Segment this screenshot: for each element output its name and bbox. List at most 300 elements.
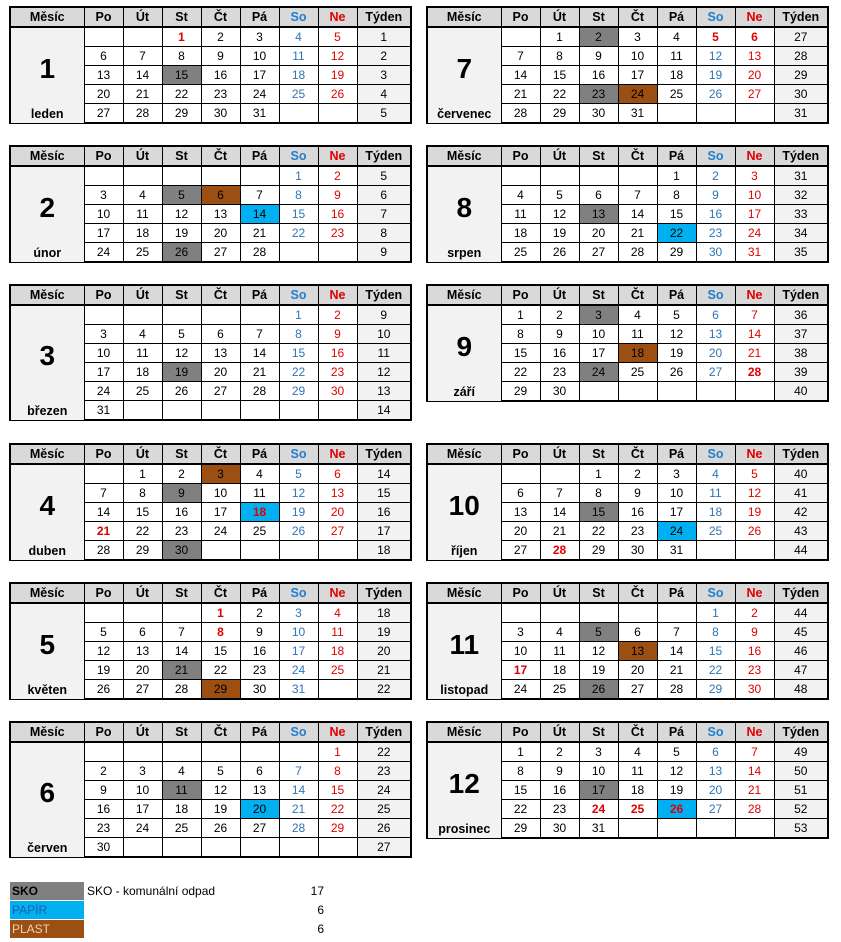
header-cell: Pá xyxy=(240,285,279,305)
day-cell: 12 xyxy=(162,205,201,224)
day-cell: 21 xyxy=(162,661,201,680)
day-cell: 30 xyxy=(579,104,618,124)
day-cell: 12 xyxy=(657,325,696,344)
day-cell: 13 xyxy=(618,642,657,661)
week-number: 52 xyxy=(774,800,828,819)
header-cell: Pá xyxy=(240,146,279,166)
month-name: únor xyxy=(33,245,62,260)
day-cell: 13 xyxy=(696,762,735,781)
day-cell: 6 xyxy=(579,186,618,205)
month-number: 11 xyxy=(449,629,480,660)
header-cell: Týden xyxy=(357,7,411,27)
header-cell: Ne xyxy=(735,722,774,742)
month-number: 4 xyxy=(39,490,56,521)
header-cell: Po xyxy=(84,285,123,305)
header-cell: Ne xyxy=(318,146,357,166)
day-cell: 14 xyxy=(162,642,201,661)
empty-day-cell xyxy=(318,104,357,124)
month-label xyxy=(427,603,501,699)
day-cell: 18 xyxy=(279,66,318,85)
day-cell: 23 xyxy=(318,363,357,382)
day-cell: 1 xyxy=(501,742,540,762)
header-cell: Út xyxy=(123,444,162,464)
day-cell: 29 xyxy=(162,104,201,124)
week-row xyxy=(10,166,411,186)
month-number: 10 xyxy=(448,490,480,521)
day-cell: 20 xyxy=(201,363,240,382)
day-cell: 6 xyxy=(201,325,240,344)
day-cell: 16 xyxy=(540,344,579,363)
week-number: 44 xyxy=(774,541,828,561)
day-cell: 10 xyxy=(123,781,162,800)
empty-day-cell xyxy=(657,104,696,124)
day-cell: 1 xyxy=(579,464,618,484)
day-cell: 25 xyxy=(123,243,162,263)
day-cell: 8 xyxy=(279,325,318,344)
empty-day-cell xyxy=(579,603,618,623)
header-cell: Pá xyxy=(240,7,279,27)
week-number: 12 xyxy=(357,363,411,382)
day-cell: 15 xyxy=(279,344,318,363)
day-cell: 13 xyxy=(201,205,240,224)
day-cell: 3 xyxy=(84,325,123,344)
header-cell: Ne xyxy=(735,444,774,464)
day-cell: 16 xyxy=(696,205,735,224)
empty-day-cell xyxy=(657,603,696,623)
legend-count-sko: 17 xyxy=(310,884,324,898)
day-cell: 3 xyxy=(279,603,318,623)
day-cell: 14 xyxy=(735,762,774,781)
day-cell: 4 xyxy=(240,464,279,484)
day-cell: 21 xyxy=(501,85,540,104)
month-label xyxy=(427,464,501,560)
header-cell: Pá xyxy=(657,583,696,603)
day-cell: 16 xyxy=(240,642,279,661)
day-cell: 28 xyxy=(735,363,774,382)
legend-swatch-sko: SKO xyxy=(10,882,84,900)
header-cell: So xyxy=(696,722,735,742)
month-number: 2 xyxy=(39,192,56,223)
week-row xyxy=(427,603,828,623)
empty-day-cell xyxy=(84,27,123,47)
legend-desc-sko: SKO - komunální odpad xyxy=(87,884,216,898)
header-cell: Měsíc xyxy=(427,444,501,464)
day-cell: 10 xyxy=(501,642,540,661)
day-cell: 23 xyxy=(618,522,657,541)
week-number: 25 xyxy=(357,800,411,819)
day-cell: 14 xyxy=(123,66,162,85)
day-cell: 25 xyxy=(696,522,735,541)
day-cell: 14 xyxy=(618,205,657,224)
week-number: 43 xyxy=(774,522,828,541)
day-cell: 23 xyxy=(540,363,579,382)
day-cell: 9 xyxy=(84,781,123,800)
empty-day-cell xyxy=(501,166,540,186)
day-cell: 30 xyxy=(618,541,657,561)
day-cell: 8 xyxy=(279,186,318,205)
month-number: 6 xyxy=(39,777,56,808)
week-row xyxy=(10,27,411,47)
day-cell: 9 xyxy=(735,623,774,642)
day-cell: 19 xyxy=(579,661,618,680)
day-cell: 1 xyxy=(501,305,540,325)
day-cell: 29 xyxy=(123,541,162,561)
day-cell: 1 xyxy=(123,464,162,484)
day-cell: 28 xyxy=(279,819,318,838)
empty-day-cell xyxy=(735,104,774,124)
week-number: 40 xyxy=(774,382,828,402)
day-cell: 2 xyxy=(240,603,279,623)
day-cell: 20 xyxy=(696,781,735,800)
day-cell: 6 xyxy=(501,484,540,503)
week-number: 17 xyxy=(357,522,411,541)
empty-day-cell xyxy=(162,166,201,186)
header-cell: So xyxy=(279,444,318,464)
day-cell: 19 xyxy=(735,503,774,522)
month-name: červenec xyxy=(437,106,492,121)
month-calendar-8 xyxy=(426,145,827,263)
week-number: 44 xyxy=(774,603,828,623)
header-cell: Měsíc xyxy=(427,146,501,166)
header-cell: Čt xyxy=(201,285,240,305)
day-cell: 30 xyxy=(696,243,735,263)
day-cell: 22 xyxy=(279,363,318,382)
day-cell: 27 xyxy=(501,541,540,561)
empty-day-cell xyxy=(735,541,774,561)
month-number: 7 xyxy=(456,53,473,84)
header-cell: Týden xyxy=(774,583,828,603)
day-cell: 29 xyxy=(540,104,579,124)
day-cell: 3 xyxy=(123,762,162,781)
day-cell: 21 xyxy=(123,85,162,104)
empty-day-cell xyxy=(162,838,201,858)
day-cell: 13 xyxy=(240,781,279,800)
day-cell: 25 xyxy=(279,85,318,104)
header-cell: Ne xyxy=(318,444,357,464)
day-cell: 11 xyxy=(240,484,279,503)
day-cell: 11 xyxy=(540,642,579,661)
week-number: 13 xyxy=(357,382,411,401)
day-cell: 16 xyxy=(579,66,618,85)
day-cell: 8 xyxy=(201,623,240,642)
day-cell: 22 xyxy=(279,224,318,243)
day-cell: 5 xyxy=(201,762,240,781)
empty-day-cell xyxy=(240,305,279,325)
week-number: 14 xyxy=(357,401,411,421)
header-cell: Út xyxy=(540,146,579,166)
header-cell: So xyxy=(279,7,318,27)
week-row xyxy=(427,464,828,484)
day-cell: 4 xyxy=(696,464,735,484)
week-number: 3 xyxy=(357,66,411,85)
header-cell: Týden xyxy=(774,146,828,166)
day-cell: 1 xyxy=(201,603,240,623)
header-cell: Čt xyxy=(201,444,240,464)
week-number: 33 xyxy=(774,205,828,224)
day-cell: 9 xyxy=(318,186,357,205)
legend-count-papir: 6 xyxy=(317,903,324,917)
day-cell: 4 xyxy=(318,603,357,623)
day-cell: 5 xyxy=(657,742,696,762)
week-number: 27 xyxy=(357,838,411,858)
day-cell: 26 xyxy=(201,819,240,838)
day-cell: 28 xyxy=(123,104,162,124)
day-cell: 24 xyxy=(579,363,618,382)
empty-day-cell xyxy=(540,166,579,186)
header-cell: Pá xyxy=(657,7,696,27)
day-cell: 1 xyxy=(162,27,201,47)
day-cell: 22 xyxy=(162,85,201,104)
day-cell: 25 xyxy=(162,819,201,838)
header-cell: So xyxy=(696,146,735,166)
day-cell: 3 xyxy=(618,27,657,47)
header-cell: Ne xyxy=(735,285,774,305)
day-cell: 3 xyxy=(657,464,696,484)
day-cell: 26 xyxy=(696,85,735,104)
header-cell: Po xyxy=(501,146,540,166)
day-cell: 9 xyxy=(318,325,357,344)
week-number: 47 xyxy=(774,661,828,680)
empty-day-cell xyxy=(618,166,657,186)
week-number: 39 xyxy=(774,363,828,382)
day-cell: 20 xyxy=(84,85,123,104)
header-cell: Po xyxy=(501,7,540,27)
header-cell: Čt xyxy=(618,146,657,166)
week-number: 18 xyxy=(357,603,411,623)
header-cell: Po xyxy=(501,285,540,305)
empty-day-cell xyxy=(279,838,318,858)
day-cell: 10 xyxy=(84,205,123,224)
header-cell: St xyxy=(162,7,201,27)
day-cell: 10 xyxy=(201,484,240,503)
day-cell: 13 xyxy=(84,66,123,85)
day-cell: 9 xyxy=(240,623,279,642)
empty-day-cell xyxy=(579,166,618,186)
day-cell: 20 xyxy=(618,661,657,680)
week-number: 53 xyxy=(774,819,828,839)
day-cell: 7 xyxy=(123,47,162,66)
day-cell: 20 xyxy=(123,661,162,680)
day-cell: 24 xyxy=(240,85,279,104)
day-cell: 24 xyxy=(123,819,162,838)
week-number: 1 xyxy=(357,27,411,47)
week-number: 22 xyxy=(357,680,411,700)
month-number: 5 xyxy=(39,629,56,660)
month-name: listopad xyxy=(440,682,489,697)
header-cell: Měsíc xyxy=(427,285,501,305)
day-cell: 3 xyxy=(579,742,618,762)
day-cell: 1 xyxy=(318,742,357,762)
empty-day-cell xyxy=(279,742,318,762)
header-cell: St xyxy=(579,583,618,603)
day-cell: 1 xyxy=(279,305,318,325)
day-cell: 26 xyxy=(540,243,579,263)
header-cell: So xyxy=(279,146,318,166)
header-cell: Po xyxy=(501,583,540,603)
day-cell: 21 xyxy=(240,224,279,243)
header-cell: Út xyxy=(123,285,162,305)
header-cell: Čt xyxy=(618,444,657,464)
empty-day-cell xyxy=(84,166,123,186)
day-cell: 2 xyxy=(162,464,201,484)
day-cell: 3 xyxy=(501,623,540,642)
empty-day-cell xyxy=(279,104,318,124)
header-cell: St xyxy=(162,285,201,305)
header-cell: St xyxy=(579,7,618,27)
day-cell: 12 xyxy=(318,47,357,66)
header-cell: Pá xyxy=(657,285,696,305)
day-cell: 12 xyxy=(279,484,318,503)
day-cell: 8 xyxy=(657,186,696,205)
month-calendar-12 xyxy=(426,721,827,839)
week-row xyxy=(10,305,411,325)
day-cell: 11 xyxy=(618,325,657,344)
day-cell: 12 xyxy=(84,642,123,661)
day-cell: 27 xyxy=(579,243,618,263)
week-number: 10 xyxy=(357,325,411,344)
month-number: 3 xyxy=(39,340,56,371)
month-number: 8 xyxy=(456,192,473,223)
month-name: březen xyxy=(27,403,68,418)
day-cell: 24 xyxy=(279,661,318,680)
month-label xyxy=(10,27,84,123)
day-cell: 17 xyxy=(657,503,696,522)
day-cell: 24 xyxy=(201,522,240,541)
day-cell: 7 xyxy=(540,484,579,503)
empty-day-cell xyxy=(123,166,162,186)
month-label xyxy=(10,305,84,420)
day-cell: 10 xyxy=(579,325,618,344)
week-number: 29 xyxy=(774,66,828,85)
day-cell: 25 xyxy=(501,243,540,263)
header-cell: Po xyxy=(84,722,123,742)
header-cell: So xyxy=(696,444,735,464)
day-cell: 18 xyxy=(696,503,735,522)
header-cell: Ne xyxy=(318,583,357,603)
header-cell: Čt xyxy=(201,7,240,27)
day-cell: 26 xyxy=(318,85,357,104)
header-cell: Po xyxy=(84,146,123,166)
week-number: 19 xyxy=(357,623,411,642)
empty-day-cell xyxy=(162,742,201,762)
empty-day-cell xyxy=(123,27,162,47)
month-label xyxy=(10,603,84,699)
day-cell: 27 xyxy=(84,104,123,124)
day-cell: 24 xyxy=(735,224,774,243)
header-cell: Týden xyxy=(774,7,828,27)
header-cell: Měsíc xyxy=(10,583,84,603)
header-cell: Měsíc xyxy=(427,722,501,742)
day-cell: 4 xyxy=(657,27,696,47)
day-cell: 2 xyxy=(696,166,735,186)
week-number: 11 xyxy=(357,344,411,363)
day-cell: 2 xyxy=(84,762,123,781)
day-cell: 15 xyxy=(540,66,579,85)
week-number: 37 xyxy=(774,325,828,344)
month-number: 1 xyxy=(39,53,56,84)
empty-day-cell xyxy=(201,541,240,561)
day-cell: 30 xyxy=(201,104,240,124)
empty-day-cell xyxy=(735,819,774,839)
month-label xyxy=(427,305,501,401)
day-cell: 7 xyxy=(279,762,318,781)
empty-day-cell xyxy=(540,464,579,484)
legend-count-plast: 6 xyxy=(317,922,324,936)
day-cell: 4 xyxy=(618,742,657,762)
month-number: 12 xyxy=(448,768,480,799)
month-name: květen xyxy=(27,682,68,697)
day-cell: 13 xyxy=(201,344,240,363)
day-cell: 4 xyxy=(123,186,162,205)
week-number: 5 xyxy=(357,166,411,186)
day-cell: 11 xyxy=(123,205,162,224)
day-cell: 21 xyxy=(540,522,579,541)
header-cell: Týden xyxy=(774,722,828,742)
month-calendar-10 xyxy=(426,443,827,561)
month-name: prosinec xyxy=(438,821,491,836)
day-cell: 11 xyxy=(696,484,735,503)
day-cell: 28 xyxy=(735,800,774,819)
day-cell: 20 xyxy=(696,344,735,363)
day-cell: 15 xyxy=(201,642,240,661)
day-cell: 27 xyxy=(318,522,357,541)
header-cell: Pá xyxy=(240,583,279,603)
week-number: 41 xyxy=(774,484,828,503)
header-cell: So xyxy=(279,583,318,603)
day-cell: 13 xyxy=(735,47,774,66)
empty-day-cell xyxy=(696,541,735,561)
month-calendar-3 xyxy=(9,284,410,421)
day-cell: 17 xyxy=(201,503,240,522)
day-cell: 8 xyxy=(696,623,735,642)
day-cell: 14 xyxy=(240,205,279,224)
day-cell: 30 xyxy=(540,819,579,839)
header-cell: Út xyxy=(123,583,162,603)
header-cell: Čt xyxy=(618,722,657,742)
day-cell: 11 xyxy=(501,205,540,224)
week-number: 26 xyxy=(357,819,411,838)
day-cell: 1 xyxy=(279,166,318,186)
day-cell: 10 xyxy=(279,623,318,642)
day-cell: 2 xyxy=(579,27,618,47)
header-cell: Ne xyxy=(318,285,357,305)
week-row xyxy=(427,166,828,186)
day-cell: 9 xyxy=(540,762,579,781)
month-label xyxy=(427,27,501,123)
day-cell: 10 xyxy=(618,47,657,66)
day-cell: 7 xyxy=(618,186,657,205)
day-cell: 29 xyxy=(696,680,735,700)
day-cell: 17 xyxy=(618,66,657,85)
empty-day-cell xyxy=(279,401,318,421)
day-cell: 24 xyxy=(579,800,618,819)
day-cell: 26 xyxy=(84,680,123,700)
day-cell: 18 xyxy=(540,661,579,680)
header-cell: Týden xyxy=(357,444,411,464)
day-cell: 19 xyxy=(657,344,696,363)
day-cell: 24 xyxy=(618,85,657,104)
day-cell: 29 xyxy=(279,382,318,401)
empty-day-cell xyxy=(84,305,123,325)
day-cell: 9 xyxy=(618,484,657,503)
day-cell: 5 xyxy=(696,27,735,47)
week-number: 20 xyxy=(357,642,411,661)
day-cell: 26 xyxy=(657,363,696,382)
day-cell: 11 xyxy=(318,623,357,642)
day-cell: 26 xyxy=(162,382,201,401)
day-cell: 22 xyxy=(696,661,735,680)
header-cell: Po xyxy=(84,583,123,603)
